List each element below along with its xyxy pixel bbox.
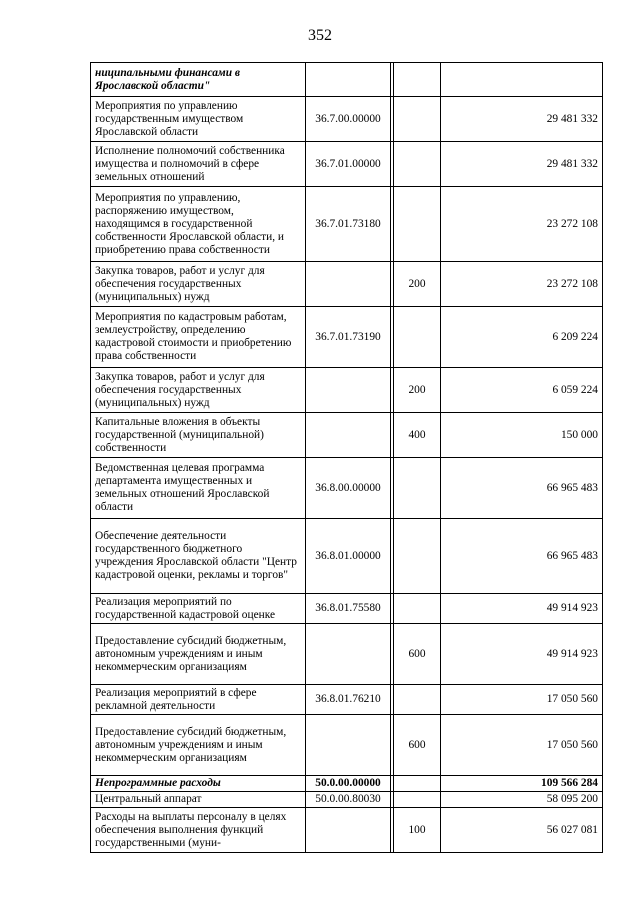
row-code: 50.0.00.80030 xyxy=(306,792,391,808)
row-expense-type: 600 xyxy=(394,624,441,685)
row-name: Реализация мероприятий по государственной кадастровой оценке xyxy=(91,594,306,624)
row-sum: 29 481 332 xyxy=(441,97,603,142)
table-row xyxy=(91,594,603,624)
row-sum: 23 272 108 xyxy=(441,187,603,262)
row-expense-type: 200 xyxy=(394,262,441,307)
table-row xyxy=(91,262,603,307)
row-sum: 58 095 200 xyxy=(441,792,603,808)
table-row xyxy=(91,97,603,142)
row-code xyxy=(306,413,391,458)
row-code: 36.7.01.73190 xyxy=(306,307,391,368)
row-name: ниципальными финансами в Ярославской области" xyxy=(91,63,306,97)
row-sum: 17 050 560 xyxy=(441,685,603,715)
row-name: Обеспечение деятельности государственного бюджетного учреждения Ярославской области "Центр кадастровой оценки, рекламы и торгов" xyxy=(91,519,306,594)
row-name: Капитальные вложения в объекты государственной (муниципальной) собственности xyxy=(91,413,306,458)
row-expense-type xyxy=(394,458,441,519)
table-row xyxy=(91,413,603,458)
row-sum: 56 027 081 xyxy=(441,808,603,853)
budget-table xyxy=(90,62,603,853)
budget-table-body xyxy=(91,63,603,853)
row-name: Предоставление субсидий бюджетным, автономным учреждениям и иным некоммерческим организациям xyxy=(91,624,306,685)
row-sum: 17 050 560 xyxy=(441,715,603,776)
row-sum: 29 481 332 xyxy=(441,142,603,187)
row-sum: 49 914 923 xyxy=(441,624,603,685)
row-name: Исполнение полномочий собственника имущества и полномочий в сфере земельных отношений xyxy=(91,142,306,187)
row-code xyxy=(306,624,391,685)
row-code xyxy=(306,63,391,97)
row-code: 36.8.00.00000 xyxy=(306,458,391,519)
row-expense-type xyxy=(394,519,441,594)
row-sum: 66 965 483 xyxy=(441,458,603,519)
table-row xyxy=(91,624,603,685)
table-row xyxy=(91,685,603,715)
row-sum: 150 000 xyxy=(441,413,603,458)
row-name: Мероприятия по кадастровым работам, землеустройству, определению кадастровой стоимости и приобретению права собственности xyxy=(91,307,306,368)
row-sum: 49 914 923 xyxy=(441,594,603,624)
row-sum: 23 272 108 xyxy=(441,262,603,307)
row-expense-type xyxy=(394,63,441,97)
row-code xyxy=(306,262,391,307)
row-name: Закупка товаров, работ и услуг для обеспечения государственных (муниципальных) нужд xyxy=(91,368,306,413)
row-code: 36.7.01.00000 xyxy=(306,142,391,187)
row-code: 36.7.00.00000 xyxy=(306,97,391,142)
row-name: Непрограммные расходы xyxy=(91,776,306,792)
row-code: 36.8.01.75580 xyxy=(306,594,391,624)
row-name: Предоставление субсидий бюджетным, автономным учреждениям и иным некоммерческим организациям xyxy=(91,715,306,776)
table-row xyxy=(91,63,603,97)
table-row xyxy=(91,776,603,792)
page-number: 352 xyxy=(308,27,332,44)
row-expense-type xyxy=(394,142,441,187)
row-sum: 66 965 483 xyxy=(441,519,603,594)
row-expense-type xyxy=(394,594,441,624)
row-expense-type xyxy=(394,685,441,715)
table-row xyxy=(91,187,603,262)
table-row xyxy=(91,142,603,187)
row-sum: 109 566 284 xyxy=(441,776,603,792)
row-code xyxy=(306,368,391,413)
row-code: 50.0.00.00000 xyxy=(306,776,391,792)
row-expense-type xyxy=(394,776,441,792)
row-code: 36.8.01.00000 xyxy=(306,519,391,594)
row-name: Центральный аппарат xyxy=(91,792,306,808)
table-row xyxy=(91,307,603,368)
row-expense-type xyxy=(394,187,441,262)
row-name: Реализация мероприятий в сфере рекламной деятельности xyxy=(91,685,306,715)
row-sum: 6 059 224 xyxy=(441,368,603,413)
row-name: Мероприятия по управлению государственным имуществом Ярославской области xyxy=(91,97,306,142)
row-sum: 6 209 224 xyxy=(441,307,603,368)
row-name: Расходы на выплаты персоналу в целях обеспечения выполнения функций государственными (муни- xyxy=(91,808,306,853)
row-expense-type: 100 xyxy=(394,808,441,853)
table-row xyxy=(91,458,603,519)
table-row xyxy=(91,519,603,594)
row-expense-type: 600 xyxy=(394,715,441,776)
table-row xyxy=(91,715,603,776)
row-code xyxy=(306,808,391,853)
table-row xyxy=(91,792,603,808)
row-sum xyxy=(441,63,603,97)
table-row xyxy=(91,368,603,413)
row-name: Закупка товаров, работ и услуг для обеспечения государственных (муниципальных) нужд xyxy=(91,262,306,307)
row-code: 36.8.01.76210 xyxy=(306,685,391,715)
row-name: Ведомственная целевая программа департамента имущественных и земельных отношений Ярославской области xyxy=(91,458,306,519)
row-code xyxy=(306,715,391,776)
row-expense-type xyxy=(394,307,441,368)
row-expense-type xyxy=(394,792,441,808)
row-expense-type xyxy=(394,97,441,142)
row-name: Мероприятия по управлению, распоряжению имуществом, находящимся в государственной собственности Ярославской области, и приобретению права собственности xyxy=(91,187,306,262)
row-expense-type: 400 xyxy=(394,413,441,458)
row-expense-type: 200 xyxy=(394,368,441,413)
table-row xyxy=(91,808,603,853)
row-code: 36.7.01.73180 xyxy=(306,187,391,262)
